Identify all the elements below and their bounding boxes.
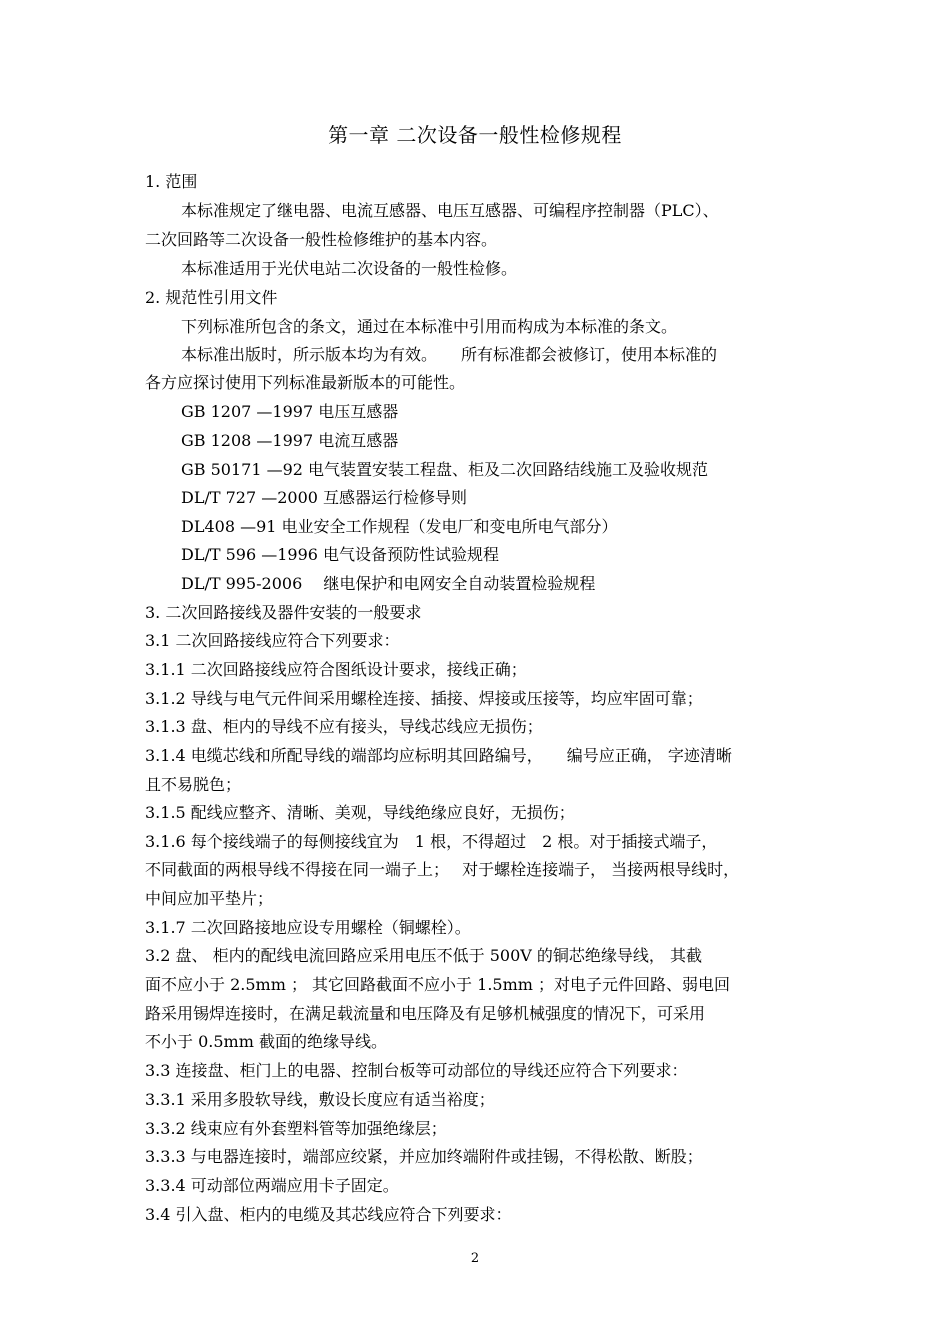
paragraph-line: 本标准适用于光伏电站二次设备的一般性检修。: [181, 259, 518, 278]
section-heading-requirements: 3. 二次回路接线及器件安装的一般要求: [145, 603, 422, 622]
section-heading-scope: 1. 范围: [145, 172, 198, 191]
reference-standard: DL/T 596 —1996 电气设备预防性试验规程: [181, 545, 500, 564]
clause-line: 3.1 二次回路接线应符合下列要求：: [145, 631, 400, 650]
clause-line: 3.3.4 可动部位两端应用卡子固定。: [145, 1176, 399, 1195]
clause-line: 3.3.1 采用多股软导线，敷设长度应有适当裕度；: [145, 1090, 495, 1109]
clause-line: 3.1.2 导线与电气元件间采用螺栓连接、插接、焊接或压接等，均应牢固可靠；: [145, 689, 703, 708]
paragraph-line: 下列标准所包含的条文，通过在本标准中引用而构成为本标准的条文。: [181, 317, 678, 336]
reference-standard: GB 1207 —1997 电压互感器: [181, 402, 399, 421]
clause-line: 3.4 引入盘、柜内的电缆及其芯线应符合下列要求：: [145, 1205, 512, 1224]
clause-line: 中间应加平垫片；: [145, 889, 274, 908]
clause-line: 路采用锡焊连接时，在满足载流量和电压降及有足够机械强度的情况下，可采用: [145, 1004, 706, 1023]
paragraph-line: 二次回路等二次设备一般性检修维护的基本内容。: [145, 230, 498, 249]
clause-line: 3.1.5 配线应整齐、清晰、美观，导线绝缘应良好，无损伤；: [145, 803, 575, 822]
page-number: 2: [470, 1251, 480, 1266]
clause-line: 3.3.2 线束应有外套塑料管等加强绝缘层；: [145, 1119, 447, 1138]
section-heading-references: 2. 规范性引用文件: [145, 288, 278, 307]
chapter-title: 第一章 二次设备一般性检修规程: [328, 123, 622, 147]
paragraph-line: 本标准出版时，所示版本均为有效。 所有标准都会被修订，使用本标准的: [181, 345, 718, 364]
clause-line: 面不应小于 2.5mm ； 其它回路截面不应小于 1.5mm ；对电子元件回路、弱电回: [145, 975, 731, 994]
paragraph-line: 各方应探讨使用下列标准最新版本的可能性。: [145, 373, 466, 392]
clause-line: 不小于 0.5mm 截面的绝缘导线。: [145, 1032, 387, 1051]
reference-standard: GB 50171 —92 电气装置安装工程盘、柜及二次回路结线施工及验收规范: [181, 460, 709, 479]
clause-line: 3.1.4 电缆芯线和所配导线的端部均应标明其回路编号， 编号应正确， 字迹清晰: [145, 746, 732, 765]
paragraph-line: 本标准规定了继电器、电流互感器、电压互感器、可编程序控制器（PLC）、: [181, 201, 719, 220]
clause-line: 3.3.3 与电器连接时，端部应绞紧，并应加终端附件或挂锡，不得松散、断股；: [145, 1147, 703, 1166]
clause-line: 不同截面的两根导线不得接在同一端子上； 对于螺栓连接端子， 当接两根导线时，: [145, 860, 740, 879]
clause-line: 3.1.6 每个接线端子的每侧接线宜为 1 根，不得超过 2 根。对于插接式端子，: [145, 832, 718, 851]
clause-line: 3.1.1 二次回路接线应符合图纸设计要求，接线正确；: [145, 660, 527, 679]
clause-line: 且不易脱色；: [145, 775, 242, 794]
reference-standard: DL/T 995-2006 继电保护和电网安全自动装置检验规程: [181, 574, 596, 593]
reference-standard: GB 1208 —1997 电流互感器: [181, 431, 399, 450]
reference-standard: DL408 —91 电业安全工作规程（发电厂和变电所电气部分）: [181, 517, 618, 536]
clause-line: 3.2 盘、 柜内的配线电流回路应采用电压不低于 500V 的铜芯绝缘导线， 其截: [145, 946, 702, 965]
clause-line: 3.3 连接盘、柜门上的电器、控制台板等可动部位的导线还应符合下列要求：: [145, 1061, 688, 1080]
clause-line: 3.1.3 盘、柜内的导线不应有接头，导线芯线应无损伤；: [145, 717, 543, 736]
clause-line: 3.1.7 二次回路接地应设专用螺栓（铜螺栓）。: [145, 918, 471, 937]
reference-standard: DL/T 727 —2000 互感器运行检修导则: [181, 488, 468, 507]
